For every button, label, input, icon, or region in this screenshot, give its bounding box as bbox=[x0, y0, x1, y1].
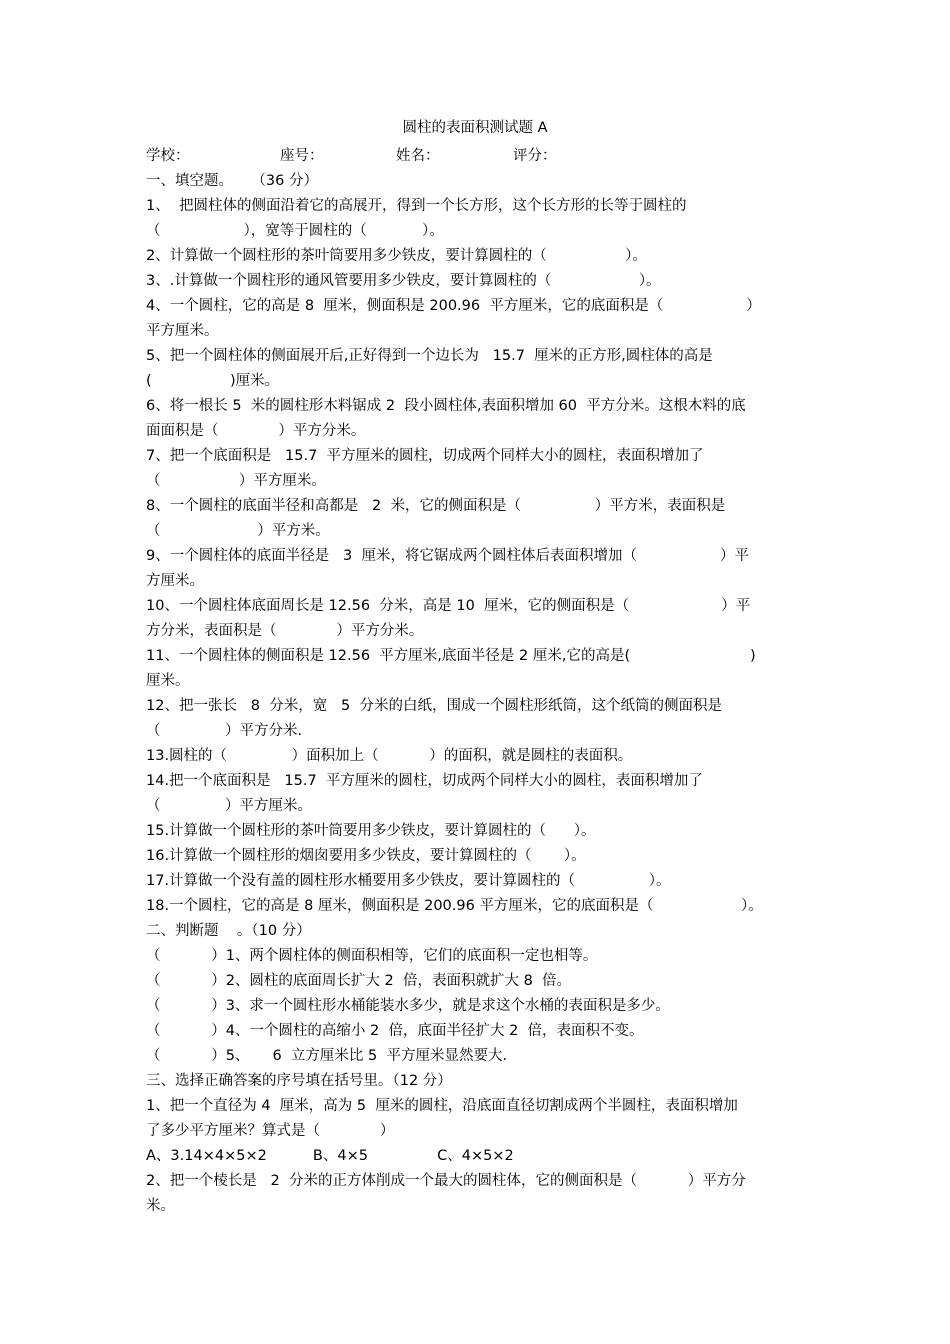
question-line: （ ）平方厘米。 bbox=[146, 473, 326, 489]
judge-item: （ ）3、求一个圆柱形水桶能装水多少，就是求这个水桶的表面积是多少。 bbox=[146, 998, 670, 1014]
question-line: 2、计算做一个圆柱形的茶叶筒要用多少铁皮，要计算圆柱的（ ）。 bbox=[146, 248, 647, 264]
question-line: 7、把一个底面积是 15.7 平方厘米的圆柱，切成两个同样大小的圆柱，表面积增加了 bbox=[146, 448, 704, 464]
judge-item: （ ）2、圆柱的底面周长扩大 2 倍，表面积就扩大 8 倍。 bbox=[146, 973, 572, 989]
question-line: 4、一个圆柱，它的高是 8 厘米，侧面积是 200.96 平方厘米，它的底面积是（ ） bbox=[146, 298, 761, 314]
choice-question-line: 1、把一个直径为 4 厘米，高为 5 厘米的圆柱，沿底面直径切割成两个半圆柱，表面积增加 bbox=[146, 1098, 738, 1114]
question-line: 12、把一张长 8 分米，宽 5 分米的白纸，围成一个圆柱形纸筒，这个纸筒的侧面积是 bbox=[146, 698, 722, 714]
question-line: （ ）平方米。 bbox=[146, 523, 330, 539]
question-line: 6、将一根长 5 米的圆柱形木料锯成 2 段小圆柱体,表面积增加 60 平方分米。这根木料的底 bbox=[146, 398, 746, 414]
choice-question-line: 2、把一个棱长是 2 分米的正方体削成一个最大的圆柱体，它的侧面积是（ ）平方分 bbox=[146, 1173, 746, 1189]
question-line: 11、一个圆柱体的侧面积是 12.56 平方厘米,底面半径是 2 厘米,它的高是( ) bbox=[146, 648, 756, 664]
question-line: 厘米。 bbox=[146, 673, 190, 689]
score-label: 评分： bbox=[513, 148, 557, 164]
section-heading-judge: 二、判断题 。（10 分） bbox=[146, 923, 311, 939]
question-line: 14.把一个底面积是 15.7 平方厘米的圆柱，切成两个同样大小的圆柱，表面积增加了 bbox=[146, 773, 703, 789]
seat-label: 座号： bbox=[280, 148, 324, 164]
choice-question-line: 米。 bbox=[146, 1198, 175, 1214]
choice-options: A、3.14×4×5×2 B、4×5 C、4×5×2 bbox=[146, 1148, 514, 1164]
question-line: 1、 把圆柱体的侧面沿着它的高展开，得到一个长方形，这个长方形的长等于圆柱的 bbox=[146, 198, 687, 214]
question-line: 8、一个圆柱的底面半径和高都是 2 米，它的侧面积是（ ）平方米，表面积是 bbox=[146, 498, 726, 514]
question-line: 16.计算做一个圆柱形的烟囱要用多少铁皮，要计算圆柱的（ ）。 bbox=[146, 848, 586, 864]
judge-item: （ ）4、一个圆柱的高缩小 2 倍，底面半径扩大 2 倍，表面积不变。 bbox=[146, 1023, 644, 1039]
name-label: 姓名： bbox=[396, 148, 440, 164]
section-heading-fill: 一、填空题。 （36 分） bbox=[146, 173, 318, 189]
question-line: （ ），宽等于圆柱的（ ）。 bbox=[146, 223, 444, 239]
question-line: 15.计算做一个圆柱形的茶叶筒要用多少铁皮，要计算圆柱的（ ）。 bbox=[146, 823, 596, 839]
school-label: 学校： bbox=[146, 148, 190, 164]
judge-item: （ ）5、 6 立方厘米比 5 平方厘米显然要大. bbox=[146, 1048, 508, 1064]
question-line: 17.计算做一个没有盖的圆柱形水桶要用多少铁皮，要计算圆柱的（ ）。 bbox=[146, 873, 671, 889]
question-line: 方分米，表面积是（ ）平方分米。 bbox=[146, 623, 424, 639]
question-line: ( )厘米。 bbox=[146, 373, 280, 389]
page-title: 圆柱的表面积测试题 A bbox=[402, 120, 548, 136]
question-line: 方厘米。 bbox=[146, 573, 204, 589]
question-line: （ ）平方厘米。 bbox=[146, 798, 313, 814]
choice-question-line: 了多少平方厘米？算式是（ ） bbox=[146, 1123, 395, 1139]
question-line: 平方厘米。 bbox=[146, 323, 219, 339]
question-line: 3、.计算做一个圆柱形的通风管要用多少铁皮，要计算圆柱的（ ）。 bbox=[146, 273, 661, 289]
question-line: 13.圆柱的（ ）面积加上（ ）的面积，就是圆柱的表面积。 bbox=[146, 748, 633, 764]
question-line: （ ）平方分米. bbox=[146, 723, 303, 739]
question-line: 面面积是（ ）平方分米。 bbox=[146, 423, 366, 439]
question-line: 10、一个圆柱体底面周长是 12.56 分米，高是 10 厘米，它的侧面积是（ ）平 bbox=[146, 598, 751, 614]
question-line: 5、把一个圆柱体的侧面展开后,正好得到一个边长为 15.7 厘米的正方形,圆柱体的高是 bbox=[146, 348, 713, 364]
question-line: 9、一个圆柱体的底面半径是 3 厘米，将它锯成两个圆柱体后表面积增加（ ）平 bbox=[146, 548, 749, 564]
question-line: 18.一个圆柱，它的高是 8 厘米，侧面积是 200.96 平方厘米，它的底面积是（ ）。 bbox=[146, 898, 763, 914]
judge-item: （ ）1、两个圆柱体的侧面积相等，它们的底面积一定也相等。 bbox=[146, 948, 598, 964]
section-heading-choice: 三、选择正确答案的序号填在括号里。（12 分） bbox=[146, 1073, 452, 1089]
